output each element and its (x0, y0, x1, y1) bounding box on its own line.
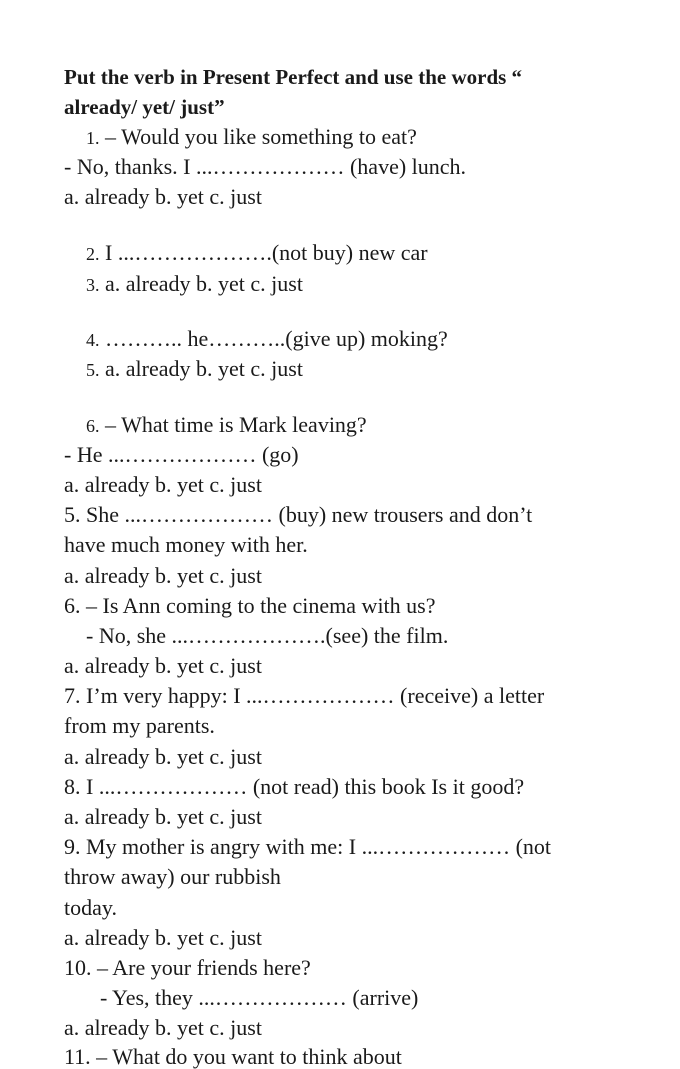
exercise-line (64, 504, 532, 526)
answer-options (64, 927, 262, 949)
exercise-line (64, 957, 311, 979)
line-text: 8. I ...……………… (not read) this book Is it good? (64, 774, 525, 799)
line-text: a. already b. yet c. just (64, 653, 262, 678)
answer-options (64, 186, 262, 208)
exercise-line (64, 836, 551, 858)
line-text: – What time is Mark leaving? (99, 412, 367, 437)
line-text: a. already b. yet c. just (99, 271, 303, 296)
line-text: - No, she ...……………….(see) the film. (86, 623, 449, 648)
line-text: a. already b. yet c. just (64, 804, 262, 829)
exercise-line (64, 595, 436, 617)
exercise-line (86, 126, 417, 148)
answer-options (86, 358, 303, 380)
line-text: 5. She ...……………… (buy) new trousers and don’t (64, 502, 533, 527)
line-text: 7. I’m very happy: I ...……………… (receive) a letter (64, 683, 545, 708)
cutoff-line: 11. – What do you want to think about (64, 1044, 402, 1069)
line-text: a. already b. yet c. just (64, 744, 262, 769)
answer-options (64, 565, 262, 587)
exercise-line (86, 625, 448, 647)
exercise-line (64, 685, 544, 707)
answer-options (64, 1017, 262, 1039)
item-number: 3. (86, 275, 100, 295)
worksheet-title-line-2: already/ yet/ just” (64, 95, 225, 119)
line-text: 9. My mother is angry with me: I ...……………… (not (64, 834, 552, 859)
item-number: 2. (86, 244, 100, 264)
line-text: – Would you like something to eat? (99, 124, 417, 149)
exercise-line (64, 866, 281, 888)
exercise-line (86, 242, 428, 264)
exercise-line (64, 444, 299, 466)
exercise-line (86, 328, 448, 350)
exercise-line (100, 987, 418, 1009)
line-text: a. already b. yet c. just (99, 356, 303, 381)
exercise-line (64, 897, 117, 919)
answer-options (64, 806, 262, 828)
item-number: 1. (86, 128, 100, 148)
line-text: I ...……………….(not buy) new car (99, 240, 428, 265)
answer-options (64, 746, 262, 768)
answer-options (64, 655, 262, 677)
line-text: - No, thanks. I ...……………… (have) lunch. (64, 154, 467, 179)
line-text: a. already b. yet c. just (64, 472, 262, 497)
line-text: - He ...……………… (go) (64, 442, 299, 467)
item-number: 4. (86, 330, 100, 350)
exercise-line (64, 534, 308, 556)
line-text: a. already b. yet c. just (64, 563, 262, 588)
exercise-line (64, 776, 524, 798)
line-text: ……….. he………..(give up) moking? (99, 326, 448, 351)
line-text: a. already b. yet c. just (64, 925, 262, 950)
worksheet-title-line-1: Put the verb in Present Perfect and use the words “ (64, 65, 523, 89)
answer-options (86, 273, 303, 295)
item-number: 6. (86, 416, 100, 436)
item-number: 5. (86, 360, 100, 380)
line-text: a. already b. yet c. just (64, 1015, 262, 1040)
line-text: from my parents. (64, 713, 215, 738)
line-text: - Yes, they ...……………… (arrive) (100, 985, 419, 1010)
line-text: have much money with her. (64, 532, 308, 557)
line-text: a. already b. yet c. just (64, 184, 262, 209)
line-text: 10. – Are your friends here? (64, 955, 311, 980)
exercise-line (64, 156, 466, 178)
line-text: throw away) our rubbish (64, 864, 281, 889)
answer-options (64, 474, 262, 496)
line-text: 6. – Is Ann coming to the cinema with us? (64, 593, 436, 618)
exercise-line (64, 715, 215, 737)
exercise-line (86, 414, 367, 436)
line-text: today. (64, 895, 117, 920)
